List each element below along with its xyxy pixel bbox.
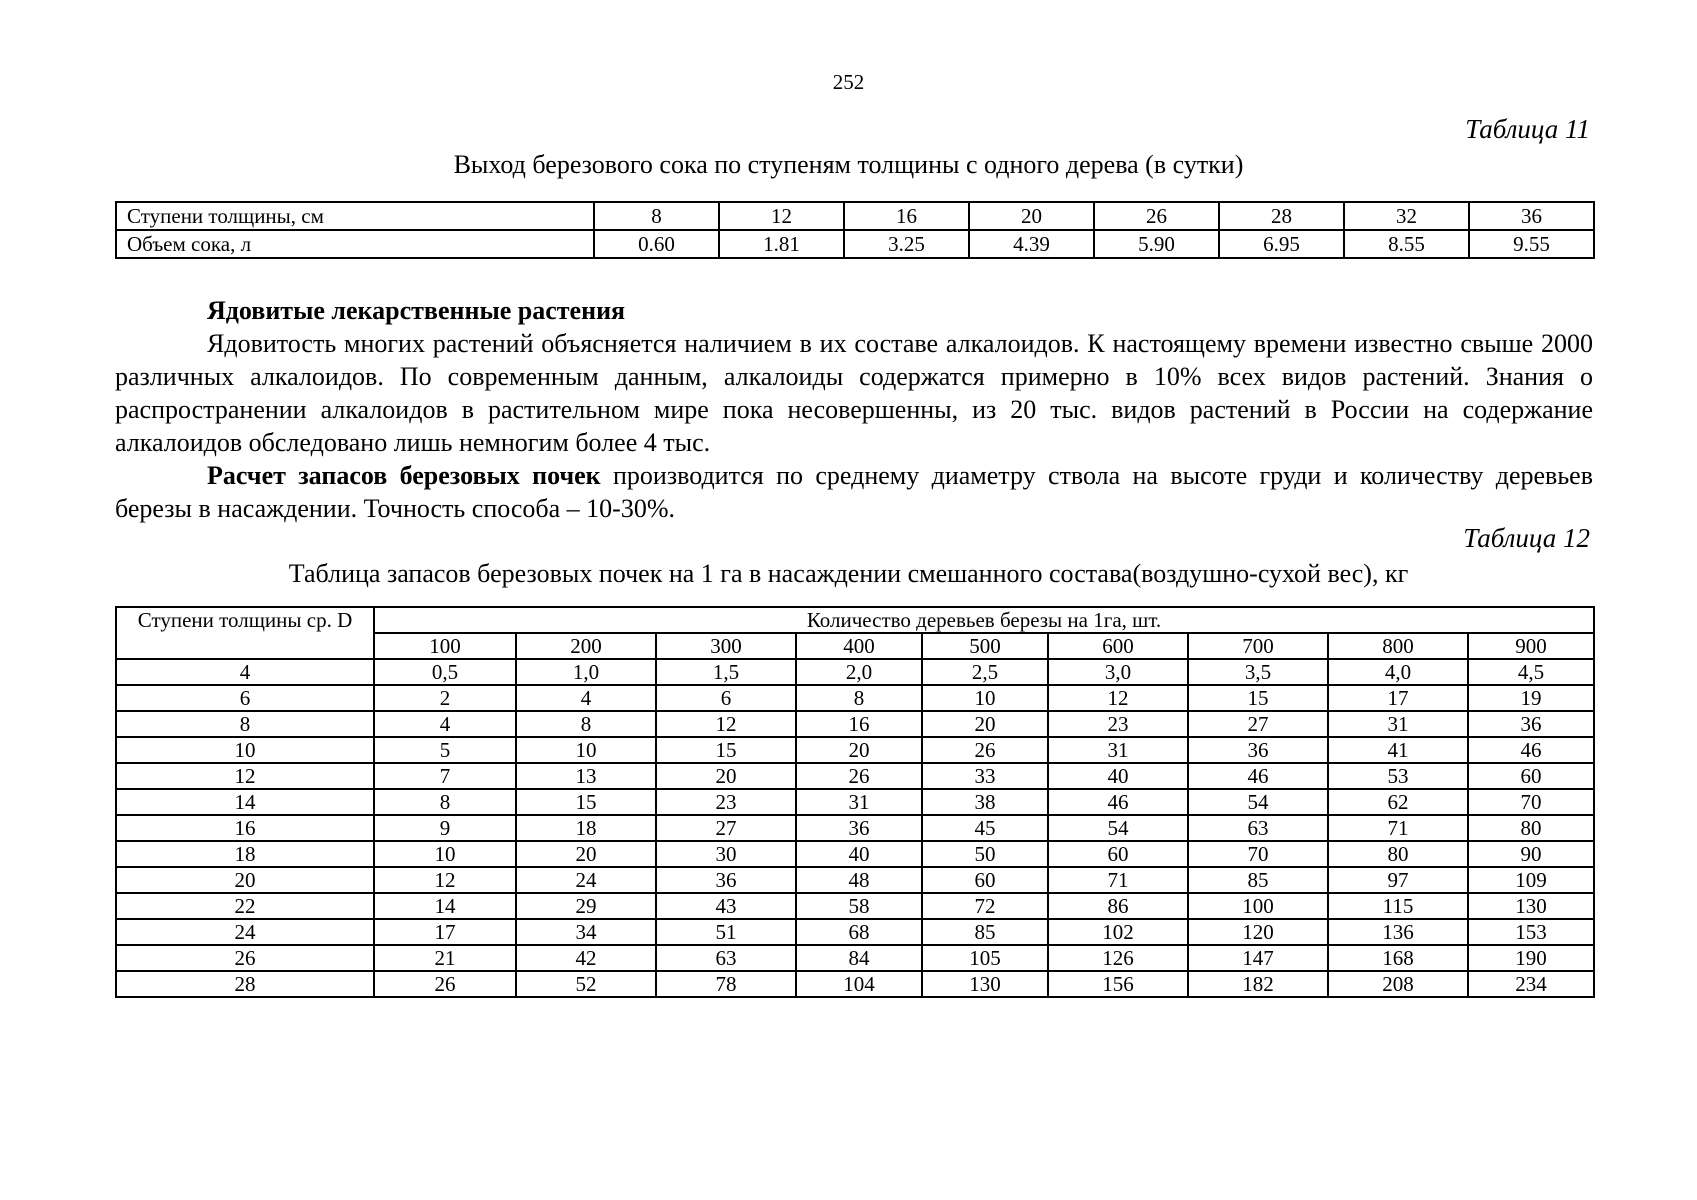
- table-cell: 0,5: [374, 659, 516, 685]
- paragraph-rest: производится по среднему диаметру ствола на высоте груди и количеству деревьев березы в насаждении. Точность способа – 10-30%.: [115, 461, 1593, 523]
- table-cell: 17: [374, 919, 516, 945]
- table-cell: 31: [796, 789, 922, 815]
- table-cell: 20: [796, 737, 922, 763]
- table-cell: 97: [1328, 867, 1468, 893]
- table-cell: 36: [1469, 202, 1594, 230]
- table-cell: 36: [656, 867, 796, 893]
- table-cell: 182: [1188, 971, 1328, 997]
- paragraph-alkaloids: Ядовитость многих растений объясняется наличием в их составе алкалоидов. К настоящему времени известно свыше 2000 различных алкалоидов. По современным данным, алкалоиды содержатся примерно в 10% всех видов растений. Знания о распространении алкалоидов в растительном мире пока несовершенны, из 20 тыс. видов растений в России на содержание алкалоидов обследовано лишь немногим более 4 тыс.: [115, 329, 1593, 457]
- table-cell: 33: [922, 763, 1048, 789]
- table-cell: 41: [1328, 737, 1468, 763]
- table-cell: 3.25: [844, 230, 969, 258]
- table-cell: 70: [1468, 789, 1594, 815]
- table-cell: 23: [656, 789, 796, 815]
- table-cell: 60: [1048, 841, 1188, 867]
- table-cell: 3,0: [1048, 659, 1188, 685]
- table-cell: 29: [516, 893, 656, 919]
- table-cell: 60: [922, 867, 1048, 893]
- table-cell: 72: [922, 893, 1048, 919]
- table-cell: 54: [1188, 789, 1328, 815]
- table-cell: 15: [1188, 685, 1328, 711]
- table-cell: 12: [719, 202, 844, 230]
- table-cell: 147: [1188, 945, 1328, 971]
- table-cell: 9.55: [1469, 230, 1594, 258]
- row-label-cell: 6: [116, 685, 374, 711]
- table-cell: 4.39: [969, 230, 1094, 258]
- row-label-cell: 18: [116, 841, 374, 867]
- table-cell: 24: [516, 867, 656, 893]
- table-cell: 102: [1048, 919, 1188, 945]
- column-header-cell: 800: [1328, 633, 1468, 659]
- column-header-cell: 500: [922, 633, 1048, 659]
- table-cell: 10: [374, 841, 516, 867]
- table-cell: 1,0: [516, 659, 656, 685]
- table-cell: 120: [1188, 919, 1328, 945]
- table-row: [116, 893, 1594, 919]
- table-cell: 105: [922, 945, 1048, 971]
- table-cell: 27: [1188, 711, 1328, 737]
- column-header-cell: 100: [374, 633, 516, 659]
- page-number: 252: [832, 70, 865, 94]
- table-cell: 156: [1048, 971, 1188, 997]
- table-cell: 104: [796, 971, 922, 997]
- table-cell: 71: [1048, 867, 1188, 893]
- row-label-cell: 8: [116, 711, 374, 737]
- table-cell: 4: [374, 711, 516, 737]
- table-row: [116, 841, 1594, 867]
- row-label-cell: Ступени толщины, см: [116, 202, 594, 230]
- table-cell: 13: [516, 763, 656, 789]
- table-cell: 1.81: [719, 230, 844, 258]
- table-cell: 63: [1188, 815, 1328, 841]
- table12: [115, 606, 1595, 998]
- table-cell: 46: [1468, 737, 1594, 763]
- table-cell: 40: [796, 841, 922, 867]
- row-label-cell: 10: [116, 737, 374, 763]
- table-cell: 52: [516, 971, 656, 997]
- table-row: [116, 919, 1594, 945]
- table-cell: 46: [1188, 763, 1328, 789]
- table-cell: 20: [969, 202, 1094, 230]
- table-cell: 21: [374, 945, 516, 971]
- table-cell: 8: [594, 202, 719, 230]
- table-cell: 2,5: [922, 659, 1048, 685]
- table12-label: Таблица 12: [1463, 523, 1590, 553]
- table-cell: 68: [796, 919, 922, 945]
- column-header-cell: 700: [1188, 633, 1328, 659]
- table-row: [116, 763, 1594, 789]
- table-cell: 130: [1468, 893, 1594, 919]
- row-label-cell: 24: [116, 919, 374, 945]
- row-label-cell: 26: [116, 945, 374, 971]
- column-header-cell: 300: [656, 633, 796, 659]
- table-cell: 208: [1328, 971, 1468, 997]
- table-cell: 5.90: [1094, 230, 1219, 258]
- table-cell: 15: [656, 737, 796, 763]
- table-cell: 168: [1328, 945, 1468, 971]
- row-label-cell: 12: [116, 763, 374, 789]
- table-cell: 23: [1048, 711, 1188, 737]
- table-cell: 234: [1468, 971, 1594, 997]
- table-cell: 32: [1344, 202, 1469, 230]
- table-cell: 5: [374, 737, 516, 763]
- table-cell: 12: [374, 867, 516, 893]
- table-cell: 12: [1048, 685, 1188, 711]
- table-cell: 19: [1468, 685, 1594, 711]
- table11-title: Выход березового сока по ступеням толщины с одного дерева (в сутки): [453, 150, 1244, 179]
- table-cell: 85: [1188, 867, 1328, 893]
- row-label-cell: 22: [116, 893, 374, 919]
- row-label-cell: 20: [116, 867, 374, 893]
- table-cell: 28: [1219, 202, 1344, 230]
- row-label-cell: 16: [116, 815, 374, 841]
- table-row: [116, 945, 1594, 971]
- table-cell: 36: [796, 815, 922, 841]
- table-cell: 48: [796, 867, 922, 893]
- table-row: [116, 230, 1594, 258]
- table-cell: 62: [1328, 789, 1468, 815]
- table-row: [116, 815, 1594, 841]
- table-cell: 58: [796, 893, 922, 919]
- table-cell: 2: [374, 685, 516, 711]
- column-header-cell: 400: [796, 633, 922, 659]
- table-cell: 51: [656, 919, 796, 945]
- table-cell: 90: [1468, 841, 1594, 867]
- table-cell: 26: [1094, 202, 1219, 230]
- table-cell: 10: [516, 737, 656, 763]
- table-row: [116, 971, 1594, 997]
- table-cell: 4,0: [1328, 659, 1468, 685]
- table-cell: 8: [374, 789, 516, 815]
- table-cell: 26: [922, 737, 1048, 763]
- table-cell: 31: [1048, 737, 1188, 763]
- table-cell: 78: [656, 971, 796, 997]
- paragraph-bold-lead: Расчет запасов березовых почек: [207, 461, 601, 490]
- table-cell: 15: [516, 789, 656, 815]
- table-cell: 36: [1468, 711, 1594, 737]
- table-cell: 109: [1468, 867, 1594, 893]
- table12-header-row: [116, 607, 1594, 633]
- table-cell: 86: [1048, 893, 1188, 919]
- table11: [115, 201, 1595, 259]
- table-cell: 54: [1048, 815, 1188, 841]
- table-cell: 53: [1328, 763, 1468, 789]
- table-row: [116, 867, 1594, 893]
- row-label-cell: 4: [116, 659, 374, 685]
- table-cell: 4,5: [1468, 659, 1594, 685]
- table-cell: 63: [656, 945, 796, 971]
- table-cell: 38: [922, 789, 1048, 815]
- table-cell: 46: [1048, 789, 1188, 815]
- table-cell: 100: [1188, 893, 1328, 919]
- table-cell: 6.95: [1219, 230, 1344, 258]
- table-cell: 16: [796, 711, 922, 737]
- column-header-cell: 200: [516, 633, 656, 659]
- table-cell: 42: [516, 945, 656, 971]
- table-row: [116, 711, 1594, 737]
- table-cell: 7: [374, 763, 516, 789]
- table-cell: 45: [922, 815, 1048, 841]
- table-cell: 153: [1468, 919, 1594, 945]
- table-cell: 10: [922, 685, 1048, 711]
- table-row: [116, 789, 1594, 815]
- table-row: [116, 659, 1594, 685]
- table-cell: 130: [922, 971, 1048, 997]
- table-cell: 8: [516, 711, 656, 737]
- table11-label: Таблица 11: [1465, 114, 1590, 144]
- table-cell: 3,5: [1188, 659, 1328, 685]
- table-cell: 36: [1188, 737, 1328, 763]
- table-cell: 8.55: [1344, 230, 1469, 258]
- table-cell: 27: [656, 815, 796, 841]
- table-cell: 31: [1328, 711, 1468, 737]
- section-heading: Ядовитые лекарственные растения: [207, 296, 626, 325]
- table-cell: 80: [1328, 841, 1468, 867]
- table-cell: 190: [1468, 945, 1594, 971]
- table-cell: 40: [1048, 763, 1188, 789]
- table12-group-header: Количество деревьев березы на 1га, шт.: [374, 607, 1594, 633]
- table-cell: 2,0: [796, 659, 922, 685]
- table-cell: 14: [374, 893, 516, 919]
- paragraph-birch-buds: [115, 459, 1593, 525]
- table-cell: 9: [374, 815, 516, 841]
- column-header-cell: 900: [1468, 633, 1594, 659]
- table-cell: 18: [516, 815, 656, 841]
- table-cell: 4: [516, 685, 656, 711]
- table-cell: 12: [656, 711, 796, 737]
- table-row: [116, 737, 1594, 763]
- table-cell: 85: [922, 919, 1048, 945]
- table-row: [116, 685, 1594, 711]
- table-cell: 60: [1468, 763, 1594, 789]
- table-cell: 80: [1468, 815, 1594, 841]
- row-label-cell: 14: [116, 789, 374, 815]
- table-cell: 8: [796, 685, 922, 711]
- table-cell: 20: [656, 763, 796, 789]
- table-cell: 43: [656, 893, 796, 919]
- table-cell: 20: [516, 841, 656, 867]
- table-cell: 50: [922, 841, 1048, 867]
- table-row: [116, 202, 1594, 230]
- table-cell: 6: [656, 685, 796, 711]
- table-cell: 0.60: [594, 230, 719, 258]
- row-label-cell: 28: [116, 971, 374, 997]
- table-cell: 1,5: [656, 659, 796, 685]
- table-cell: 26: [374, 971, 516, 997]
- table-cell: 16: [844, 202, 969, 230]
- table-cell: 126: [1048, 945, 1188, 971]
- table-cell: 26: [796, 763, 922, 789]
- table-cell: 30: [656, 841, 796, 867]
- table-cell: 84: [796, 945, 922, 971]
- table-cell: 17: [1328, 685, 1468, 711]
- table-cell: 20: [922, 711, 1048, 737]
- table12-row-header: Ступени толщины ср. D: [116, 607, 374, 659]
- table-cell: 136: [1328, 919, 1468, 945]
- table-cell: 34: [516, 919, 656, 945]
- table12-title: Таблица запасов березовых почек на 1 га в насаждении смешанного состава(воздушно-сухой вес), кг: [288, 559, 1409, 588]
- column-header-cell: 600: [1048, 633, 1188, 659]
- table-cell: 115: [1328, 893, 1468, 919]
- table-cell: 70: [1188, 841, 1328, 867]
- row-label-cell: Объем сока, л: [116, 230, 594, 258]
- body-text: [115, 294, 1593, 525]
- table-cell: 71: [1328, 815, 1468, 841]
